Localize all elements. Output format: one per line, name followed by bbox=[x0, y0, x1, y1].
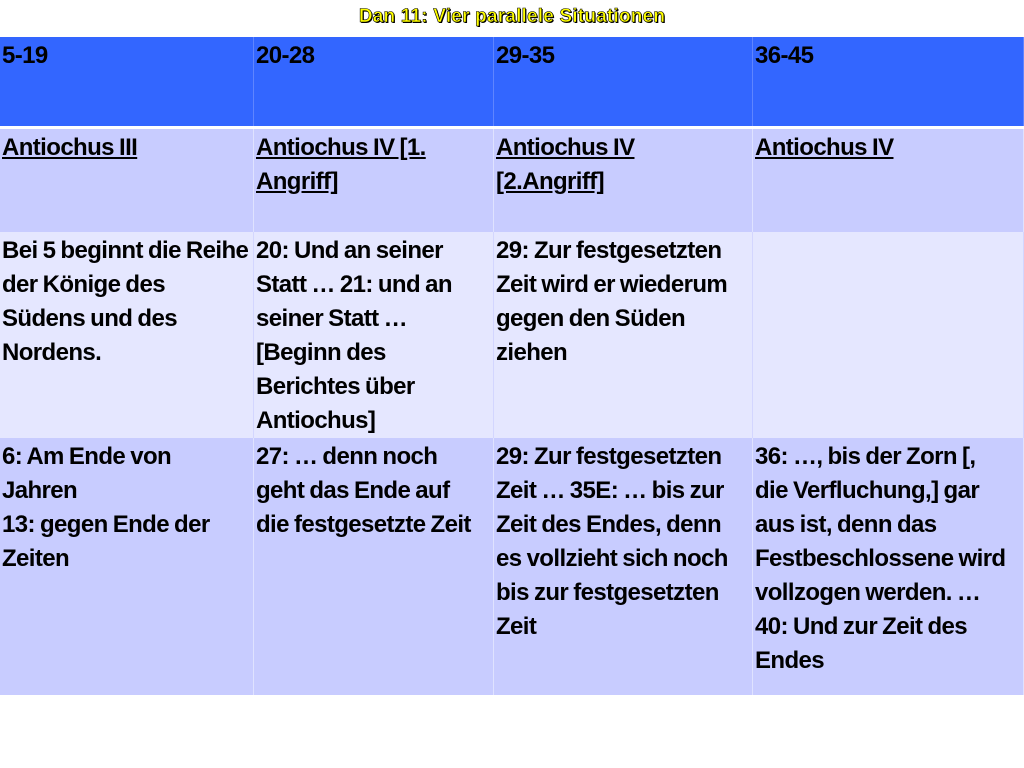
cell-text-line: Südens und des bbox=[2, 305, 177, 332]
table-row-succession bbox=[0, 232, 1024, 438]
cell-end-c4 bbox=[753, 438, 1024, 695]
cell-succession-c1 bbox=[0, 232, 254, 438]
cell-text-line: geht das Ende auf bbox=[256, 477, 450, 504]
cell-end-c1 bbox=[0, 438, 254, 695]
header-cell-5-19: 5-19 bbox=[0, 37, 254, 126]
cell-text-line: 29: Zur festgesetzten bbox=[496, 237, 722, 264]
cell-text-line: der Könige des bbox=[2, 271, 165, 298]
cell-text-line: Zeit wird er wiederum bbox=[496, 271, 728, 298]
cell-succession-c4 bbox=[753, 232, 1024, 438]
cell-ruler-c4 bbox=[753, 129, 1024, 232]
cell-text-line: Zeit … 35E: … bis zur bbox=[496, 477, 724, 504]
cell-text-line: aus ist, denn das bbox=[755, 511, 937, 538]
cell-text-line: Bei 5 beginnt die Reihe bbox=[2, 237, 249, 264]
cell-text-line: Antiochus IV [1. bbox=[256, 134, 426, 161]
cell-text-line: Zeiten bbox=[2, 545, 70, 572]
cell-text-line: [Beginn des bbox=[256, 339, 386, 366]
cell-text-line: [2.Angriff] bbox=[496, 168, 605, 195]
cell-text-line: ziehen bbox=[496, 339, 568, 366]
cell-ruler-c2 bbox=[254, 129, 494, 232]
cell-text-line: Berichtes über bbox=[256, 373, 415, 400]
parallel-situations-table bbox=[0, 37, 1024, 695]
cell-succession-c3 bbox=[494, 232, 753, 438]
cell-text-line: 13: gegen Ende der bbox=[2, 511, 210, 538]
table-row-end-times bbox=[0, 438, 1024, 695]
slide-title: Dan 11: Vier parallele Situationen bbox=[358, 6, 666, 27]
header-cell-29-35: 29-35 bbox=[494, 37, 753, 126]
cell-text-line: die Verfluchung,] gar bbox=[755, 477, 980, 504]
cell-succession-c2 bbox=[254, 232, 494, 438]
cell-text-line: Jahren bbox=[2, 477, 78, 504]
cell-text-line: bis zur festgesetzten bbox=[496, 579, 719, 606]
cell-text-line: die festgesetzte Zeit bbox=[256, 511, 471, 538]
cell-text-line: 27: … denn noch bbox=[256, 443, 438, 470]
cell-text-line: Antiochus IV bbox=[755, 134, 894, 161]
cell-text-line: 6: Am Ende von bbox=[2, 443, 172, 470]
cell-text-line: Antiochus IV bbox=[496, 134, 635, 161]
header-cell-36-45: 36-45 bbox=[753, 37, 1024, 126]
cell-text-line: 40: Und zur Zeit des bbox=[755, 613, 968, 640]
cell-text-line: vollzogen werden. … bbox=[755, 579, 981, 606]
cell-text-line: Statt … 21: und an bbox=[256, 271, 452, 298]
table-header-row bbox=[0, 37, 1024, 126]
cell-text-line: Zeit des Endes, denn bbox=[496, 511, 722, 538]
cell-text-line: Antiochus] bbox=[256, 407, 376, 434]
cell-end-c2 bbox=[254, 438, 494, 695]
cell-text-line: Nordens. bbox=[2, 339, 102, 366]
cell-text-line: 20: Und an seiner bbox=[256, 237, 443, 264]
cell-ruler-c3 bbox=[494, 129, 753, 232]
cell-text-line: Antiochus III bbox=[2, 134, 138, 161]
cell-text-line: 36: …, bis der Zorn [, bbox=[755, 443, 976, 470]
cell-text-line: gegen den Süden bbox=[496, 305, 686, 332]
cell-text-line: es vollzieht sich noch bbox=[496, 545, 728, 572]
header-cell-20-28: 20-28 bbox=[254, 37, 494, 126]
cell-end-c3 bbox=[494, 438, 753, 695]
cell-ruler-c1 bbox=[0, 129, 254, 232]
cell-text-line: Endes bbox=[755, 647, 825, 674]
cell-text-line: Angriff] bbox=[256, 168, 338, 195]
cell-text-line: Festbeschlossene wird bbox=[755, 545, 1006, 572]
cell-text-line: Zeit bbox=[496, 613, 537, 640]
table-row-rulers bbox=[0, 129, 1024, 232]
cell-text-line: seiner Statt … bbox=[256, 305, 407, 332]
cell-text-line: 29: Zur festgesetzten bbox=[496, 443, 722, 470]
